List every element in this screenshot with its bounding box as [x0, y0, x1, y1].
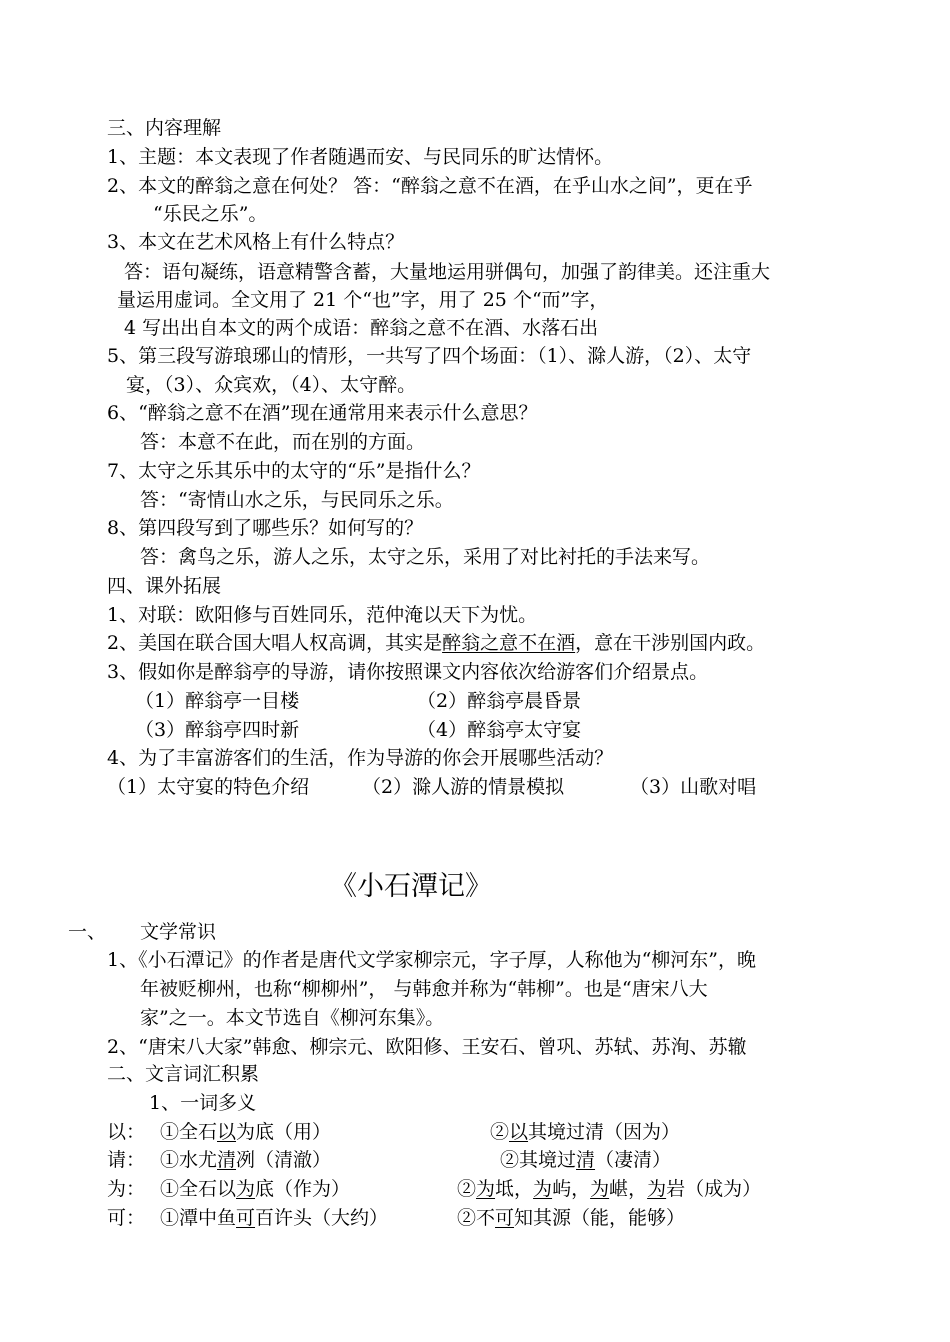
vocab-sense-1: ①水尤清冽（清澈）: [160, 1149, 332, 1171]
vocab-label: 以：: [107, 1121, 146, 1143]
lesson-title: 《小石潭记》: [330, 871, 492, 902]
text-line: 6、“醉翁之意不在酒”现在通常用来表示什么意思？: [107, 402, 538, 424]
activity-item: （2）滁人游的情景模拟: [362, 776, 565, 798]
text-line: “乐民之乐”。: [153, 203, 268, 225]
vocab-sense-2: ②不可知其源（能，能够）: [457, 1207, 686, 1229]
spot-item: （4）醉翁亭太守宴: [417, 719, 582, 741]
text-line: 家”之一。本文节选自《柳河东集》。: [140, 1007, 445, 1029]
spot-item: （2）醉翁亭晨昏景: [417, 690, 582, 712]
text-line: 5、第三段写游琅琊山的情形，一共写了四个场面：（1）、滁人游，（2）、太守: [107, 345, 752, 367]
activity-item: （3）山歌对唱: [630, 776, 757, 798]
text-line: 8、第四段写到了哪些乐？如何写的？: [107, 517, 424, 539]
text-line: 量运用虚词。全文用了 21 个“也”字，用了 25 个“而”字，: [117, 289, 609, 311]
text-line: 年被贬柳州，也称“柳柳州”， 与韩愈并称为“韩柳”。也是“唐宋八大: [140, 978, 708, 1000]
text-line: 2、本文的醉翁之意在何处？ 答：“醉翁之意不在酒，在乎山水之间”，更在乎: [107, 175, 753, 197]
text-line: 宴，（3）、众宾欢，（4）、太守醉。: [126, 374, 417, 396]
section-heading-literature: 文学常识: [140, 921, 217, 943]
text-line: 2、“唐宋八大家”韩愈、柳宗元、欧阳修、王安石、曾巩、苏轼、苏洵、苏辙: [107, 1036, 747, 1058]
text-line: 2、美国在联合国大唱人权高调，其实是醉翁之意不在酒，意在干涉别国内政。: [107, 632, 766, 654]
vocab-sense-1: ①潭中鱼可百许头（大约）: [160, 1207, 389, 1229]
vocab-sense-2: ②其境过清（凄清）: [500, 1149, 672, 1171]
vocab-sense-2: ②为坻，为屿，为嵁，为岩（成为）: [457, 1178, 762, 1200]
text-line: 1、对联：欧阳修与百姓同乐，范仲淹以天下为忧。: [107, 604, 538, 626]
text-line: 4、为了丰富游客们的生活，作为导游的你会开展哪些活动？: [107, 747, 614, 769]
text-line: 4 写出出自本文的两个成语：醉翁之意不在酒、水落石出: [124, 317, 599, 339]
sub-heading-polysemy: 1、一词多义: [149, 1092, 257, 1114]
spot-item: （3）醉翁亭四时新: [135, 719, 300, 741]
text-line: 1、主题：本文表现了作者随遇而安、与民同乐的旷达情怀。: [107, 146, 614, 168]
vocab-sense-1: ①全石以为底（用）: [160, 1121, 332, 1143]
underlined-idiom: 醉翁之意不在酒: [442, 632, 576, 654]
text-line: 答：“寄情山水之乐，与民同乐之乐。: [140, 489, 454, 511]
spot-item: （1）醉翁亭一目楼: [135, 690, 300, 712]
vocab-label: 请：: [107, 1149, 146, 1171]
text-line: 7、太守之乐其乐中的太守的“乐”是指什么？: [107, 460, 481, 482]
text-line: 3、假如你是醉翁亭的导游，请你按照课文内容依次给游客们介绍景点。: [107, 661, 709, 683]
vocab-label: 可：: [107, 1207, 146, 1229]
text-line: 答：禽鸟之乐，游人之乐，太守之乐，采用了对比衬托的手法来写。: [140, 546, 711, 568]
text-line: 答：语句凝练，语意精警含蓄，大量地运用骈偶句，加强了韵律美。还注重大: [124, 261, 771, 283]
section-heading-number: 一、: [68, 921, 107, 943]
section-heading-extension: 四、课外拓展: [107, 575, 222, 597]
vocab-sense-2: ②以其境过清（因为）: [490, 1121, 681, 1143]
section-heading-content: 三、内容理解: [107, 117, 222, 139]
activity-item: （1）太守宴的特色介绍: [107, 776, 310, 798]
section-heading-vocab: 二、文言词汇积累: [107, 1063, 260, 1085]
vocab-sense-1: ①全石以为底（作为）: [160, 1178, 351, 1200]
text-line: 1、《小石潭记》的作者是唐代文学家柳宗元，字子厚，人称他为“柳河东”，晚: [107, 949, 757, 971]
vocab-label: 为：: [107, 1178, 146, 1200]
text-line: 答：本意不在此，而在别的方面。: [140, 431, 426, 453]
text-line: 3、本文在艺术风格上有什么特点？: [107, 231, 405, 253]
